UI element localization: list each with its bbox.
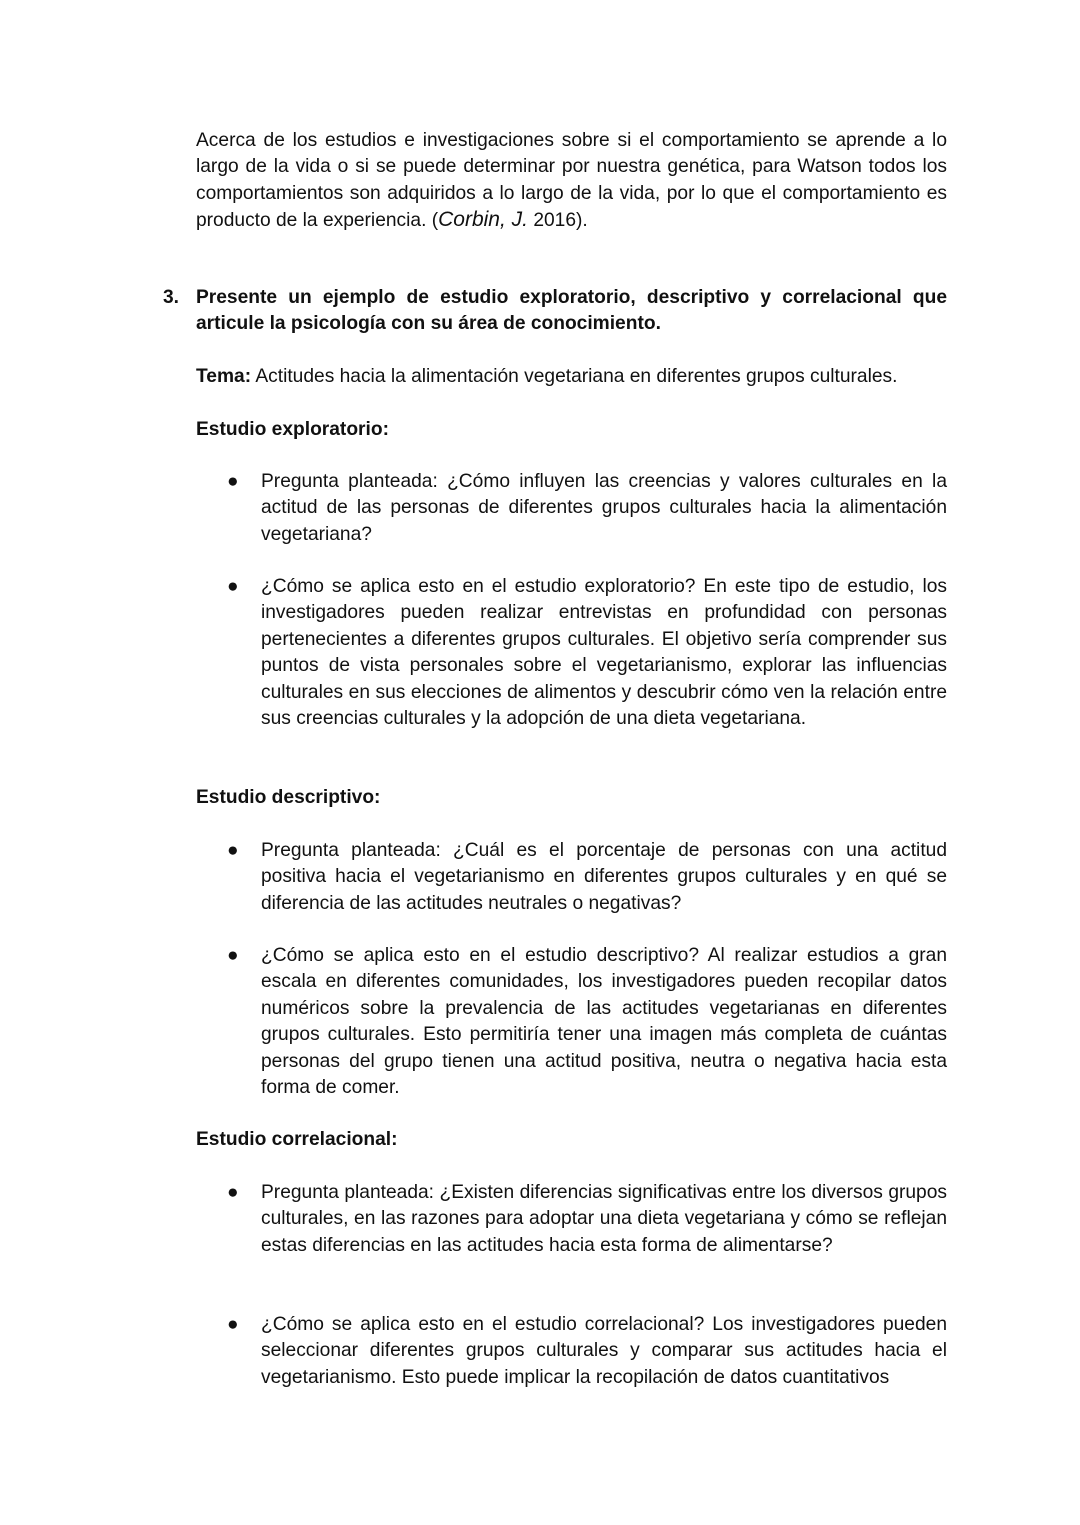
- list-item: [227, 838, 947, 917]
- intro-paragraph: [196, 128, 947, 235]
- question-number: 3.: [163, 287, 180, 308]
- citation-year: 2016).: [528, 210, 588, 232]
- list-item: [227, 1312, 947, 1391]
- bullet-icon: ●: [227, 1182, 239, 1203]
- bullet-icon: ●: [227, 840, 239, 861]
- list-item-text: Pregunta planteada: ¿Cuál es el porcentaje de personas con una actitud positiva hacia el vegetarianismo en diferentes grupos culturales y en qué se diferencia de las actitudes neutrales o negativas?: [261, 840, 947, 914]
- list-item: [227, 469, 947, 548]
- bullet-icon: ●: [227, 1314, 239, 1335]
- list-item-text: Pregunta planteada: ¿Cómo influyen las creencias y valores culturales en la actitud de las personas de diferentes grupos culturales hacia la alimentación vegetariana?: [261, 471, 947, 545]
- tema-text: Actitudes hacia la alimentación vegetariana en diferentes grupos culturales.: [251, 366, 898, 387]
- question-text: Presente un ejemplo de estudio exploratorio, descriptivo y correlacional que articule la psicología con su área de conocimiento.: [196, 287, 947, 335]
- list-item: [227, 943, 947, 1101]
- intro-paragraph-text: Acerca de los estudios e investigaciones sobre si el comportamiento se aprende a lo largo de la vida o si se puede determinar por nuestra genética, para Watson todos los comportamientos son adquiridos a lo largo de la vida, por lo que el comportamiento es producto de la experiencia. (: [196, 130, 947, 232]
- list-item-text: ¿Cómo se aplica esto en el estudio correlacional? Los investigadores pueden seleccionar diferentes grupos culturales y comparar sus actitudes hacia el vegetarianismo. Esto puede implicar la recopilación de datos cuantitativos: [261, 1314, 947, 1388]
- section-heading-descriptivo: Estudio descriptivo:: [196, 787, 381, 808]
- bullet-icon: ●: [227, 471, 239, 492]
- list-item-text: ¿Cómo se aplica esto en el estudio exploratorio? En este tipo de estudio, los investigadores pueden realizar entrevistas en profundidad con personas pertenecientes a diferentes grupos culturales. El objetivo sería comprender sus puntos de vista personales sobre el vegetarianismo, explorar las influencias culturales en sus elecciones de alimentos y descubrir cómo ven la relación entre sus creencias culturales y la adopción de una dieta vegetariana.: [261, 576, 947, 730]
- list-item: [227, 1180, 947, 1259]
- tema-line: [196, 364, 947, 390]
- tema-label: Tema:: [196, 366, 252, 387]
- bullet-icon: ●: [227, 576, 239, 597]
- list-item-text: Pregunta planteada: ¿Existen diferencias significativas entre los diversos grupos culturales, en las razones para adoptar una dieta vegetariana y cómo se reflejan estas diferencias en las actitudes hacia esta forma de alimentarse?: [261, 1182, 947, 1256]
- list-item-text: ¿Cómo se aplica esto en el estudio descriptivo? Al realizar estudios a gran escala en diferentes comunidades, los investigadores pueden recopilar datos numéricos sobre la prevalencia de las actitudes vegetarianas en diferentes grupos culturales. Esto permitiría tener una imagen más completa de cuántas personas del grupo tienen una actitud positiva, neutra o negativa hacia esta forma de comer.: [261, 945, 947, 1099]
- citation-author: Corbin, J.: [438, 208, 528, 232]
- section-heading-correlacional: Estudio correlacional:: [196, 1129, 398, 1150]
- list-item: [227, 574, 947, 732]
- section-heading-exploratorio: Estudio exploratorio:: [196, 419, 389, 440]
- question-heading: [163, 285, 947, 338]
- bullet-icon: ●: [227, 945, 239, 966]
